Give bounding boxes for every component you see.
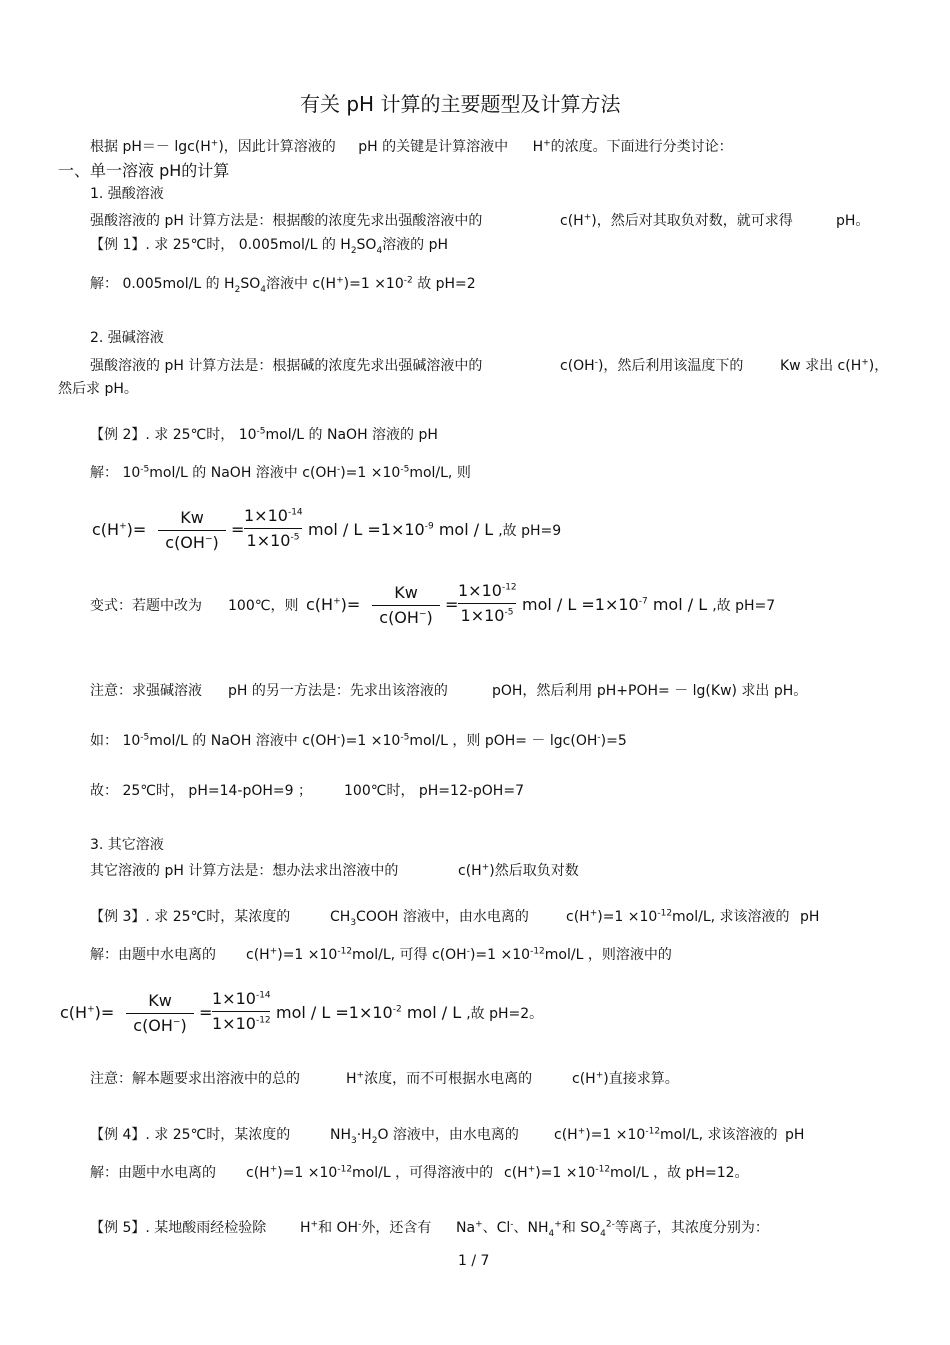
example-3: 【例 3】. 求 25℃时，某浓度的: [90, 909, 291, 925]
example-3-b: $CH_3COOH$ 溶液中，由水电离的: [330, 909, 529, 928]
solution-4: 解：由题中水电离的: [90, 1165, 216, 1181]
formula-1-result: mol / $L =1\times 10^{-9}$ mol / L ,故 pH=9: [308, 520, 562, 539]
acid-method-text-3: pH。: [836, 213, 870, 229]
variant-text-2: 100℃，则: [228, 598, 299, 614]
example-2: 【例 2】. 求 25℃时， $10^{-5}mol/L$ 的 NaOH 溶液的 pH: [90, 426, 438, 443]
section-heading-1: 一、单一溶液 pH的计算: [58, 161, 230, 180]
formula-2-fraction-b: $1\times 10^{-12}$ $1\times 10^{-5}$: [458, 581, 517, 625]
page-title: 有关 pH 计算的主要题型及计算方法: [300, 92, 621, 116]
formula-3-lhs: c(H+)=: [60, 1003, 115, 1022]
other-method-text: 其它溶液的 pH 计算方法是：想办法求出溶液中的: [90, 863, 399, 879]
example-5: 【例 5】. 某地酸雨经检验除: [90, 1220, 267, 1236]
subsection-heading-base: 2. 强碱溶液: [90, 330, 164, 346]
formula-3-equals: =: [199, 1003, 213, 1022]
intro-line: 根据 pH＝－ lgc(H+)，因此计算溶液的 pH 的关键是计算溶液中 H+的浓度。下面进行分类讨论：: [90, 138, 733, 155]
formula-2-fraction-a: Kw c(OH−): [372, 583, 440, 628]
acid-method-text: 强酸溶液的 pH 计算方法是：根据酸的浓度先求出强酸溶液中的: [90, 213, 483, 229]
conclusion-base: 故： 25℃时， pH=14-pOH=9 ；: [90, 783, 312, 799]
formula-1-lhs: c(H+)=: [92, 520, 147, 539]
other-method-text-2: c(H+)然后取负对数: [458, 862, 579, 879]
example-4-b: $NH_3\cdot H_2O$ 溶液中，由水电离的: [330, 1127, 519, 1146]
acid-method-text-2: c(H+)，然后对其取负对数，就可求得: [560, 212, 793, 229]
example-4-c: $c(H^+)=1 \times 10^{-12}mol/L$, 求该溶液的: [554, 1126, 778, 1143]
solution-4-c: $c(H^+)=1 \times 10^{-12}mol/L$ ，故 pH=12。: [504, 1164, 749, 1181]
subsection-heading-acid: 1. 强酸溶液: [90, 186, 164, 202]
base-method-text-4: 然后求 pH。: [58, 381, 138, 397]
formula-1-fraction-a: Kw c(OH−): [158, 508, 226, 553]
example-5-b: H+和 OH-外，还含有: [300, 1219, 432, 1236]
formula-2-result: mol / $L =1\times 10^{-7}$ mol / L ,故 pH=7: [522, 595, 776, 614]
solution-4-b: $c(H^+)=1 \times 10^{-12}mol/L$ ，可得溶液中的: [246, 1164, 494, 1181]
formula-2-lhs: c(H+)=: [306, 595, 361, 614]
formula-2-equals: =: [445, 595, 459, 614]
note-other-3: c(H+)直接求算。: [572, 1070, 679, 1087]
formula-1-equals: =: [231, 520, 245, 539]
example-base-alt: 如： $10^{-5}mol/L$ 的 NaOH 溶液中 $c(OH^-)=1 \times 10^{-5}mol/L$ ，则 pOH= － lgc(OH-)=5: [90, 732, 627, 749]
formula-3-result: mol / $L =1\times 10^{-2}$ mol / L ,故 pH=2。: [276, 1003, 544, 1022]
example-1: 【例 1】. 求 25℃时， 0.005mol/L 的 $H_2SO_4$溶液的 pH: [90, 237, 449, 256]
solution-1: 解： 0.005mol/L 的 $H_2SO_4$溶液中 $c(H^+)=1 \times 10^{-2}$ 故 pH=2: [90, 275, 476, 295]
solution-3: 解：由题中水电离的: [90, 947, 216, 963]
example-4-d: pH: [785, 1127, 805, 1143]
solution-2: 解： $10^{-5}mol/L$ 的 NaOH 溶液中 $c(OH^-)=1 \times 10^{-5}mol/L$, 则: [90, 464, 471, 481]
base-method-text: 强酸溶液的 pH 计算方法是：根据碱的浓度先求出强碱溶液中的: [90, 358, 483, 374]
note-base-3: pOH，然后利用 pH+POH= － lg(Kw) 求出 pH。: [492, 683, 808, 699]
page-number: 1 / 7: [458, 1253, 490, 1269]
subsection-heading-other: 3. 其它溶液: [90, 837, 164, 853]
formula-1-fraction-b: $1\times 10^{-14}$ $1\times 10^{-5}$: [244, 506, 303, 550]
example-5-c: Na+、Cl-、$NH_4^+$和 $SO_4^{2-}$等离子，其浓度分别为：: [456, 1219, 769, 1239]
note-base: 注意：求强碱溶液: [90, 683, 202, 699]
note-other-2: H+浓度，而不可根据水电离的: [346, 1070, 533, 1087]
example-3-c: $c(H^+)=1 \times 10^{-12}mol/L$, 求该溶液的: [566, 908, 790, 925]
formula-3-fraction-b: $1\times 10^{-14}$ $1\times 10^{-12}$: [212, 989, 271, 1033]
base-method-text-3: Kw 求出 c(H+)，: [780, 357, 889, 374]
note-other: 注意：解本题要求出溶液中的总的: [90, 1071, 300, 1087]
solution-3-b: $c(H^+)=1 \times 10^{-12}mol/L$, 可得 $c(OH^-)=1 \times 10^{-12}mol/L$ ，则溶液中的: [246, 946, 672, 963]
variant-text: 变式：若题中改为: [90, 598, 202, 614]
example-4: 【例 4】. 求 25℃时，某浓度的: [90, 1127, 291, 1143]
base-method-text-2: c(OH-)，然后利用该温度下的: [560, 357, 744, 374]
conclusion-base-2: 100℃时， pH=12-pOH=7: [344, 783, 524, 799]
note-base-2: pH 的另一方法是：先求出该溶液的: [228, 683, 448, 699]
example-3-d: pH: [800, 909, 820, 925]
formula-3-fraction-a: Kw c(OH−): [126, 991, 194, 1036]
